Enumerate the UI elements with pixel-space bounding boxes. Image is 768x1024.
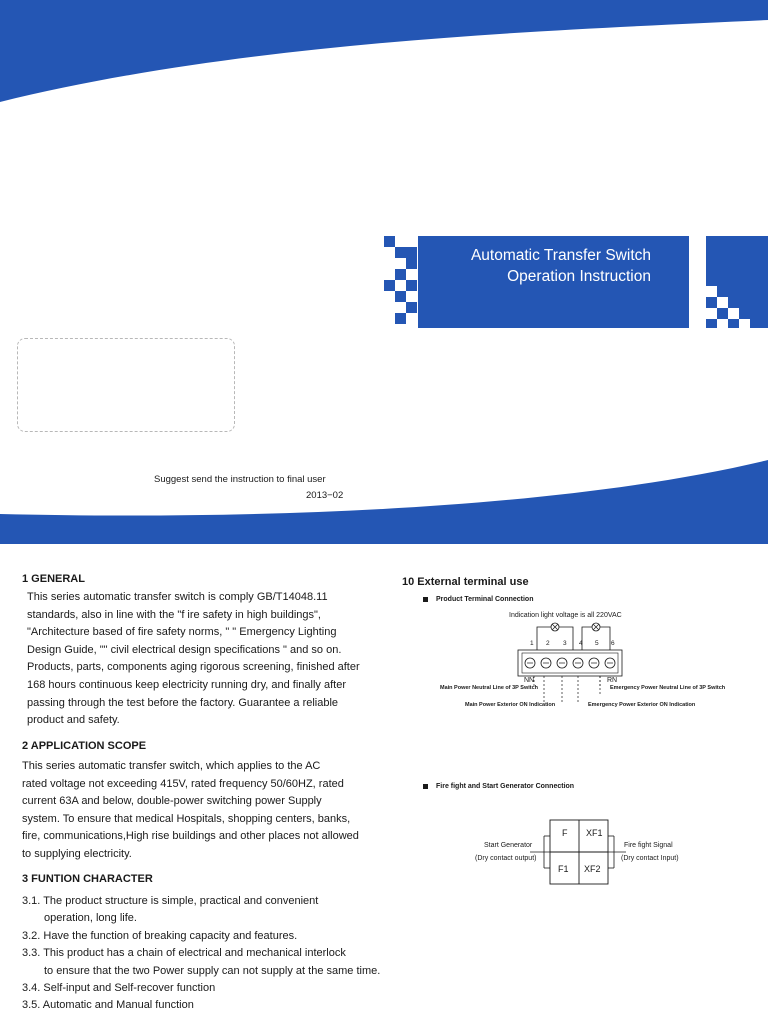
right-block-decoration bbox=[706, 236, 768, 328]
section-1-line: 168 hours continuous keep electricity running dry, and finally after bbox=[27, 679, 346, 691]
terminal-number: 4 bbox=[579, 640, 583, 647]
emergency-exterior-label: Emergency Power Exterior ON Indication bbox=[588, 702, 696, 708]
section-2-line: This series automatic transfer switch, which applies to the AC bbox=[22, 760, 321, 772]
section-2-line: system. To ensure that medical Hospitals, shopping centers, banks, bbox=[22, 812, 351, 825]
fire-fight-subheading: Fire fight and Start Generator Connection bbox=[423, 783, 574, 790]
section-3-line: 3.5. Automatic and Manual function bbox=[22, 999, 194, 1012]
terminal-number: 1 bbox=[530, 640, 534, 647]
product-terminal-subheading: Product Terminal Connection bbox=[423, 596, 534, 603]
section-10-heading: 10 External terminal use bbox=[402, 576, 529, 588]
cell-f1: F1 bbox=[558, 864, 569, 874]
section-1-line: This series automatic transfer switch is comply GB/T14048.11 bbox=[27, 591, 328, 603]
section-3-heading: 3 FUNTION CHARACTER bbox=[22, 873, 153, 885]
fire-fight-diagram bbox=[530, 818, 630, 888]
rn-label: RN bbox=[607, 677, 618, 684]
cell-f: F bbox=[562, 828, 568, 838]
section-3-line: 3.3. This product has a chain of electrical and mechanical interlock bbox=[22, 947, 346, 960]
cell-xf1: XF1 bbox=[586, 828, 603, 838]
terminal-number: 2 bbox=[546, 640, 550, 647]
section-1-line: "Architecture based of fire safety norms, " " Emergency Lighting bbox=[27, 626, 337, 639]
section-1-line: passing through the test before the factory. Guarantee a reliable bbox=[27, 696, 339, 709]
terminal-diagram bbox=[500, 622, 640, 712]
label-placeholder-box bbox=[17, 338, 235, 432]
terminal-number: 6 bbox=[611, 640, 615, 647]
cell-xf2: XF2 bbox=[584, 864, 601, 874]
suggest-text: Suggest send the instruction to final user bbox=[154, 474, 326, 485]
emergency-neutral-label: Emergency Power Neutral Line of 3P Switch bbox=[610, 685, 726, 691]
title-line-2: Operation Instruction bbox=[507, 268, 651, 285]
section-3-line: to ensure that the two Power supply can not supply at the same time. bbox=[44, 964, 381, 977]
section-2-line: rated voltage not exceeding 415V, rated frequency 50/60HZ, rated bbox=[22, 777, 344, 790]
terminal-number: 3 bbox=[563, 640, 567, 647]
start-generator-sub: (Dry contact output) bbox=[475, 855, 537, 862]
section-3-line: 3.1. The product structure is simple, practical and convenient bbox=[22, 895, 319, 907]
main-exterior-label: Main Power Exterior ON Indication bbox=[465, 702, 556, 708]
section-2-line: to supplying electricity. bbox=[22, 848, 132, 860]
section-1-line: Design Guide, "" civil electrical design specifications " and so on. bbox=[27, 643, 342, 656]
section-2-line: current 63A and below, double-power switching power Supply bbox=[22, 795, 322, 808]
nn-label: NN bbox=[524, 677, 535, 684]
section-1-line: standards, also in line with the "f ire safety in high buildings", bbox=[27, 608, 321, 621]
start-generator-label: Start Generator bbox=[484, 842, 533, 849]
title-box bbox=[418, 236, 689, 328]
fire-signal-label: Fire fight Signal bbox=[624, 842, 673, 849]
fire-signal-sub: (Dry contact Input) bbox=[621, 855, 679, 862]
section-1-line: product and safety. bbox=[27, 714, 120, 727]
cover-top-wave bbox=[0, 0, 768, 110]
section-3-line: 3.4. Self-input and Self-recover function bbox=[22, 982, 216, 994]
section-3-line: operation, long life. bbox=[44, 912, 137, 925]
main-neutral-label: Main Power Neutral Line of 3P Switch bbox=[440, 685, 539, 691]
section-2-line: fire, communications,High rise buildings and other places not allowed bbox=[22, 830, 359, 843]
section-2-heading: 2 APPLICATION SCOPE bbox=[22, 740, 147, 752]
cover-bottom-wave bbox=[0, 460, 768, 544]
date-text: 2013−02 bbox=[306, 490, 344, 501]
section-1-heading: 1 GENERAL bbox=[22, 573, 85, 585]
voltage-note: Indication light voltage is all 220VAC bbox=[509, 612, 622, 619]
title-line-1: Automatic Transfer Switch bbox=[470, 247, 651, 264]
terminal-number: 5 bbox=[595, 640, 599, 647]
section-3-line: 3.2. Have the function of breaking capacity and features. bbox=[22, 929, 298, 942]
section-1-line: Products, parts, components aging rigorous screening, finished after bbox=[27, 661, 360, 674]
